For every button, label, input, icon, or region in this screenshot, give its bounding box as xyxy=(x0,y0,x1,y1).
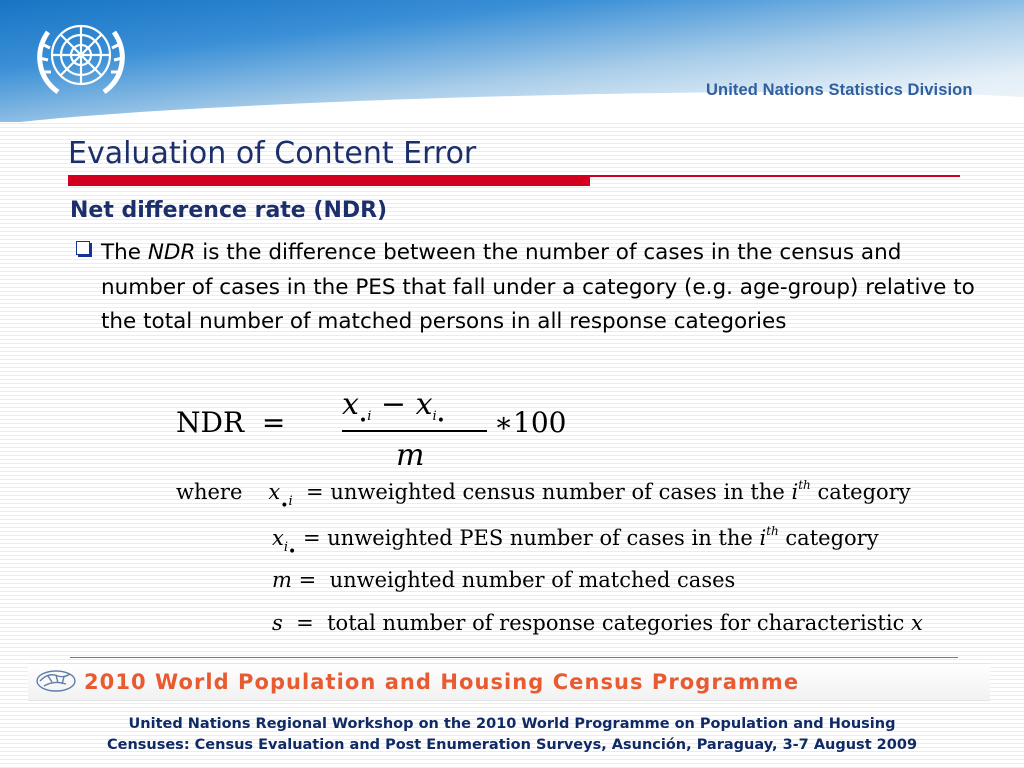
def2-sub: i xyxy=(283,540,289,555)
def2-th: th xyxy=(766,524,779,538)
census-dove-icon xyxy=(34,668,78,694)
def1-eq: = xyxy=(306,480,324,504)
def1-text: unweighted census number of cases in the xyxy=(330,480,792,504)
definition-row-2 xyxy=(272,524,879,560)
formula-numerator xyxy=(342,387,445,429)
un-emblem-icon xyxy=(28,10,134,104)
footer-caption xyxy=(0,714,1024,756)
def3-var: m xyxy=(272,568,292,592)
where-label: where xyxy=(176,480,243,504)
bullet-paragraph xyxy=(101,236,981,340)
def1-th: th xyxy=(798,478,811,492)
def1-dot: • xyxy=(280,498,289,514)
formula-denominator: m xyxy=(396,438,425,473)
section-heading: Net difference rate (NDR) xyxy=(70,198,388,223)
num-var-1: x xyxy=(342,387,359,422)
formula-ndr: NDR xyxy=(176,406,245,439)
num-sub-1: i xyxy=(367,409,372,424)
bullet-prefix: The xyxy=(101,240,148,265)
formula-equals: = xyxy=(261,406,286,439)
def3-eq: = xyxy=(298,568,317,592)
def4-text: total number of response categories for characteristic xyxy=(327,611,912,635)
def2-text-after: category xyxy=(778,526,879,550)
def4-var: s xyxy=(272,611,283,635)
slide-title: Evaluation of Content Error xyxy=(68,136,477,171)
num-minus: − xyxy=(380,387,407,422)
definition-row-4 xyxy=(272,611,923,635)
def4-eq: = xyxy=(296,611,314,635)
num-sub-2: i xyxy=(432,409,437,424)
ndr-term: NDR xyxy=(147,240,196,265)
def2-eq: = xyxy=(302,526,321,550)
def2-ith: i xyxy=(759,526,767,550)
checkbox-bullet-icon xyxy=(76,241,90,255)
def1-sub: i xyxy=(288,494,293,509)
title-accent-bar xyxy=(68,175,590,186)
num-dot-2: • xyxy=(436,413,445,429)
num-var-2: x xyxy=(415,387,433,422)
def2-var: x xyxy=(272,526,284,550)
num-dot-1: • xyxy=(358,413,368,429)
def1-ith: i xyxy=(791,480,799,504)
census-programme-title: 2010 World Population and Housing Census Programme xyxy=(84,670,800,694)
bullet-body: is the difference between the number of cases in the census and number of cases in the PES that fall under a category (e.g. age-group) relative to the total number of matched persons in all response categories xyxy=(101,240,975,334)
footer-line-2: Censuses: Census Evaluation and Post Enumeration Surveys, Asunción, Paraguay, 3-7 August 2009 xyxy=(106,737,918,753)
formula-lhs xyxy=(176,406,285,439)
definition-row-3 xyxy=(272,568,735,592)
header-band xyxy=(0,0,1024,122)
def1-var: x xyxy=(268,480,281,504)
organization-name: United Nations Statistics Division xyxy=(706,81,973,99)
bottom-divider xyxy=(70,657,958,658)
formula-multiplier: ∗100 xyxy=(494,406,567,439)
fraction-bar xyxy=(342,430,487,432)
footer-line-1: United Nations Regional Workshop on the 2010 World Programme on Population and Housing xyxy=(128,716,896,732)
def3-text: unweighted number of matched cases xyxy=(329,568,736,592)
def1-text-after: category xyxy=(810,480,911,504)
definition-row-1 xyxy=(176,478,911,514)
def4-tail: x xyxy=(911,611,923,635)
def2-dot: • xyxy=(288,544,297,560)
def2-text: unweighted PES number of cases in the xyxy=(327,526,760,550)
